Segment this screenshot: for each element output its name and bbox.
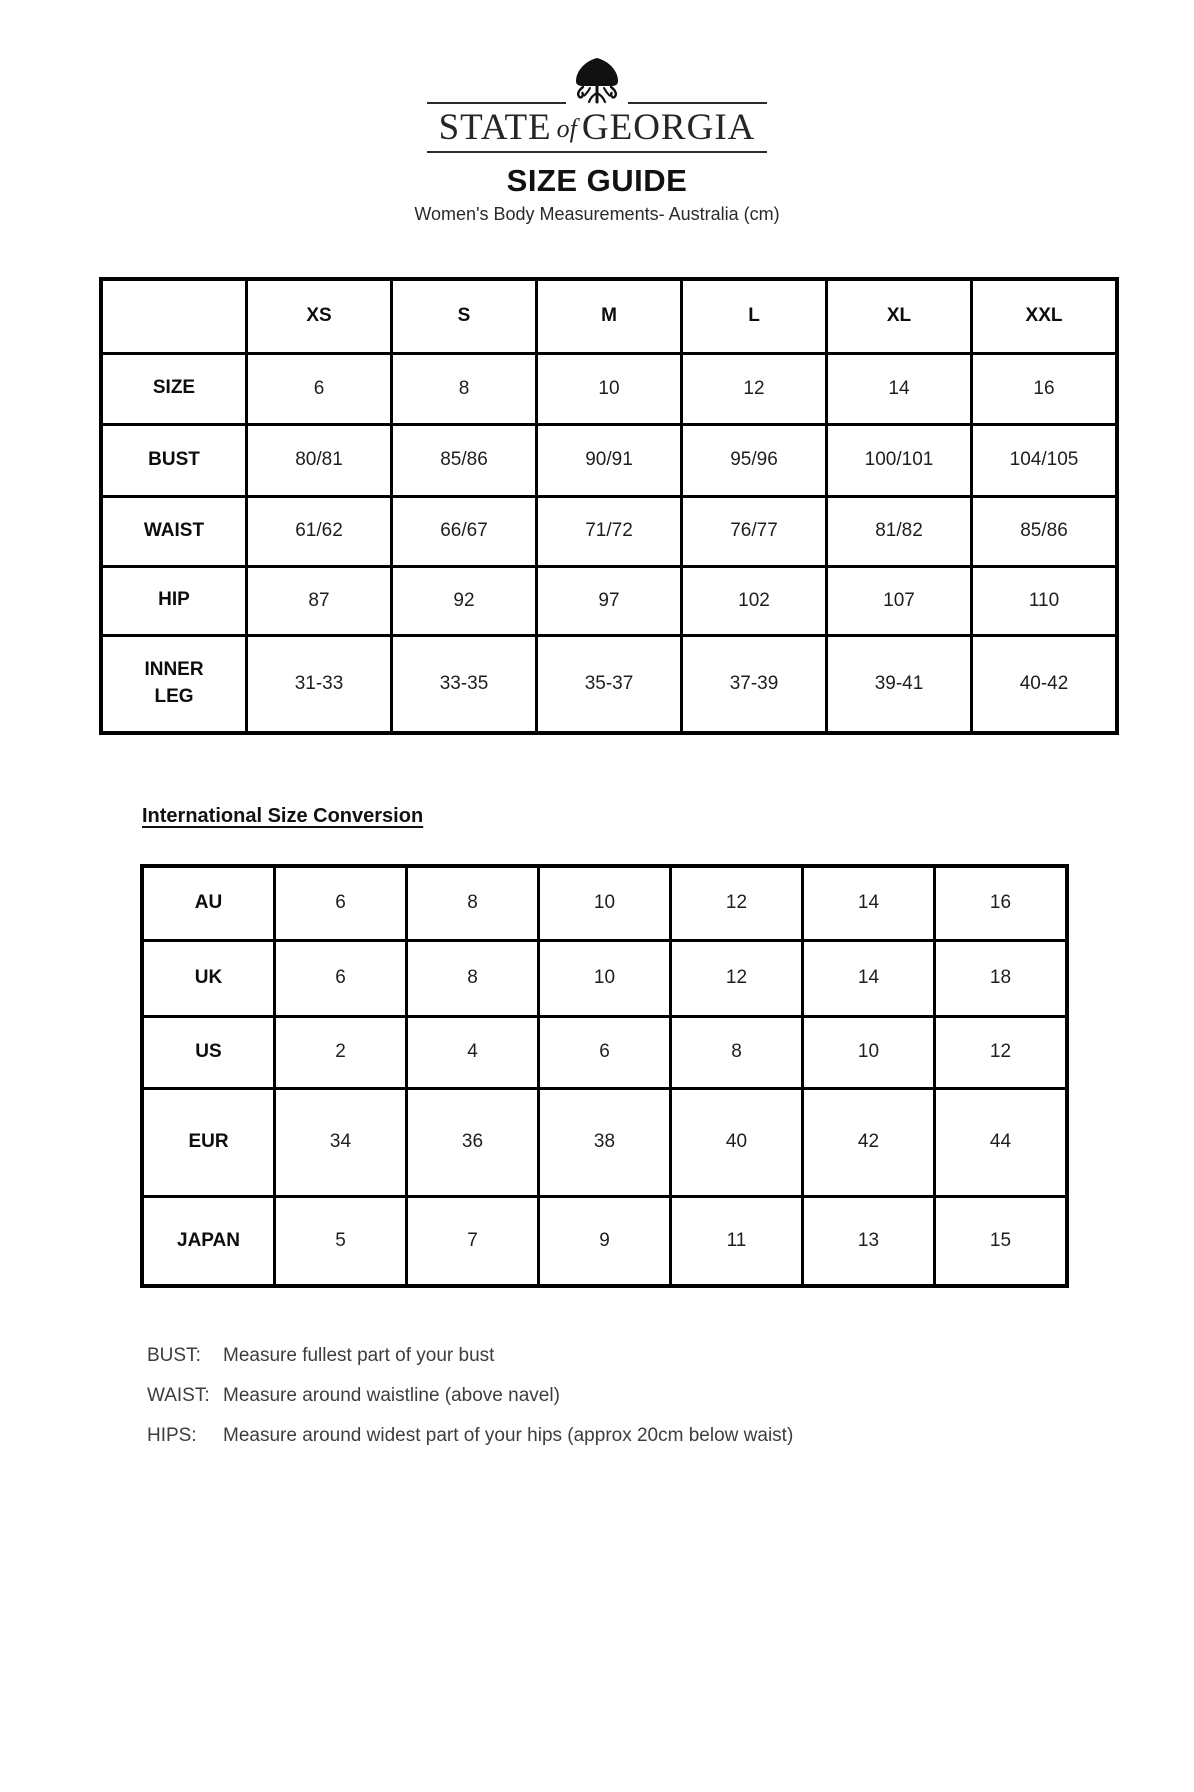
note-label: WAIST: bbox=[147, 1385, 210, 1407]
measurement-value: 100/101 bbox=[827, 424, 972, 496]
measurement-value: 12 bbox=[682, 353, 827, 424]
measurement-value: 81/82 bbox=[827, 496, 972, 566]
brand-wordmark bbox=[427, 105, 767, 150]
measuring-notes bbox=[147, 1336, 1194, 1456]
measurement-value: 40-42 bbox=[972, 635, 1118, 733]
conversion-value: 16 bbox=[935, 866, 1068, 940]
measurement-value: 85/86 bbox=[392, 424, 537, 496]
brand-word-state: STATE bbox=[438, 107, 552, 148]
conversion-value: 12 bbox=[671, 940, 803, 1016]
conversion-value: 13 bbox=[803, 1196, 935, 1286]
measurement-value: 71/72 bbox=[537, 496, 682, 566]
conversion-value: 18 bbox=[935, 940, 1068, 1016]
measurement-value: 61/62 bbox=[247, 496, 392, 566]
conversion-value: 6 bbox=[539, 1016, 671, 1088]
conversion-value: 10 bbox=[803, 1016, 935, 1088]
table-row-size bbox=[101, 353, 1117, 424]
conversion-value: 4 bbox=[407, 1016, 539, 1088]
row-label: UK bbox=[142, 940, 275, 1016]
table-row-japan bbox=[142, 1196, 1067, 1286]
row-label: WAIST bbox=[101, 496, 247, 566]
conversion-heading: International Size Conversion bbox=[142, 805, 424, 828]
measurement-value: 31-33 bbox=[247, 635, 392, 733]
measurement-value: 14 bbox=[827, 353, 972, 424]
logo-rule-right bbox=[628, 102, 767, 104]
row-label: US bbox=[142, 1016, 275, 1088]
column-header-blank bbox=[101, 279, 247, 353]
conversion-table bbox=[140, 864, 1069, 1288]
conversion-value: 7 bbox=[407, 1196, 539, 1286]
table-row-au bbox=[142, 866, 1067, 940]
measurement-value: 33-35 bbox=[392, 635, 537, 733]
conversion-value: 8 bbox=[407, 866, 539, 940]
conversion-value: 2 bbox=[275, 1016, 407, 1088]
conversion-value: 34 bbox=[275, 1088, 407, 1196]
note-text: Measure around waistline (above navel) bbox=[223, 1385, 560, 1407]
measurement-value: 97 bbox=[537, 566, 682, 635]
conversion-value: 44 bbox=[935, 1088, 1068, 1196]
measurement-value: 76/77 bbox=[682, 496, 827, 566]
conversion-value: 38 bbox=[539, 1088, 671, 1196]
table-row-inner-leg bbox=[101, 635, 1117, 733]
row-label: INNER LEG bbox=[101, 635, 247, 733]
conversion-value: 10 bbox=[539, 866, 671, 940]
measurements-table bbox=[99, 277, 1119, 735]
page-subtitle: Women's Body Measurements- Australia (cm) bbox=[414, 204, 780, 225]
row-label: HIP bbox=[101, 566, 247, 635]
measurement-value: 10 bbox=[537, 353, 682, 424]
note-text: Measure fullest part of your bust bbox=[223, 1345, 495, 1367]
table-row-uk bbox=[142, 940, 1067, 1016]
conversion-value: 8 bbox=[671, 1016, 803, 1088]
table-row-eur bbox=[142, 1088, 1067, 1196]
conversion-value: 11 bbox=[671, 1196, 803, 1286]
measurement-value: 85/86 bbox=[972, 496, 1118, 566]
conversion-value: 6 bbox=[275, 866, 407, 940]
conversion-value: 5 bbox=[275, 1196, 407, 1286]
note-row-waist bbox=[147, 1376, 1194, 1416]
column-header-xxl: XXL bbox=[972, 279, 1118, 353]
note-row-hips bbox=[147, 1416, 1194, 1456]
measurement-value: 90/91 bbox=[537, 424, 682, 496]
conversion-value: 36 bbox=[407, 1088, 539, 1196]
brand-word-georgia: GEORGIA bbox=[581, 107, 756, 148]
note-text: Measure around widest part of your hips (approx 20cm below waist) bbox=[223, 1425, 794, 1447]
row-label: JAPAN bbox=[142, 1196, 275, 1286]
table-header-row bbox=[101, 279, 1117, 353]
table-row-bust bbox=[101, 424, 1117, 496]
measurement-value: 37-39 bbox=[682, 635, 827, 733]
measurement-value: 16 bbox=[972, 353, 1118, 424]
conversion-value: 42 bbox=[803, 1088, 935, 1196]
measurement-value: 104/105 bbox=[972, 424, 1118, 496]
column-header-m: M bbox=[537, 279, 682, 353]
logo-rule-bottom bbox=[427, 151, 767, 153]
measurement-value: 92 bbox=[392, 566, 537, 635]
conversion-value: 40 bbox=[671, 1088, 803, 1196]
brand-logo bbox=[427, 0, 767, 153]
column-header-xl: XL bbox=[827, 279, 972, 353]
column-header-xs: XS bbox=[247, 279, 392, 353]
measurement-value: 102 bbox=[682, 566, 827, 635]
column-header-l: L bbox=[682, 279, 827, 353]
conversion-value: 14 bbox=[803, 940, 935, 1016]
measurement-value: 95/96 bbox=[682, 424, 827, 496]
brand-word-of: of bbox=[556, 114, 577, 143]
row-label: AU bbox=[142, 866, 275, 940]
note-label: BUST: bbox=[147, 1345, 201, 1367]
measurement-value: 107 bbox=[827, 566, 972, 635]
conversion-value: 14 bbox=[803, 866, 935, 940]
measurement-value: 66/67 bbox=[392, 496, 537, 566]
conversion-value: 10 bbox=[539, 940, 671, 1016]
measurement-value: 87 bbox=[247, 566, 392, 635]
column-header-s: S bbox=[392, 279, 537, 353]
conversion-value: 12 bbox=[935, 1016, 1068, 1088]
measurement-value: 110 bbox=[972, 566, 1118, 635]
tree-icon bbox=[571, 57, 623, 105]
row-label: BUST bbox=[101, 424, 247, 496]
conversion-value: 8 bbox=[407, 940, 539, 1016]
note-row-bust bbox=[147, 1336, 1194, 1376]
row-label: EUR bbox=[142, 1088, 275, 1196]
note-label: HIPS: bbox=[147, 1425, 197, 1447]
conversion-value: 15 bbox=[935, 1196, 1068, 1286]
measurement-value: 39-41 bbox=[827, 635, 972, 733]
measurement-value: 6 bbox=[247, 353, 392, 424]
conversion-value: 12 bbox=[671, 866, 803, 940]
conversion-value: 6 bbox=[275, 940, 407, 1016]
table-row-waist bbox=[101, 496, 1117, 566]
measurement-value: 8 bbox=[392, 353, 537, 424]
conversion-value: 9 bbox=[539, 1196, 671, 1286]
page-title: SIZE GUIDE bbox=[506, 163, 688, 199]
measurement-value: 80/81 bbox=[247, 424, 392, 496]
measurement-value: 35-37 bbox=[537, 635, 682, 733]
logo-rule-left bbox=[427, 102, 566, 104]
row-label: SIZE bbox=[101, 353, 247, 424]
table-row-us bbox=[142, 1016, 1067, 1088]
table-row-hip bbox=[101, 566, 1117, 635]
